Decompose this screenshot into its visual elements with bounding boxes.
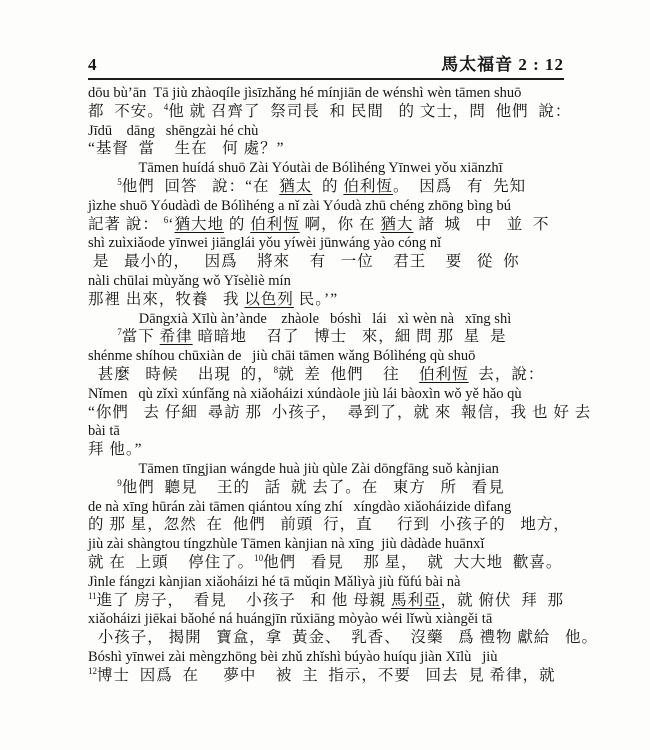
chinese-line	[88, 667, 588, 686]
page-number: 4	[88, 55, 97, 74]
text-segment: “你們 去 仔細 尋訪 那 小孩子， 尋到了，就 來 報信，我 也 好 去	[88, 403, 592, 421]
chinese-line	[88, 629, 599, 648]
text-segment: 小孩子， 揭開 寶盒，拿 黃金、 乳香、 沒藥 爲 禮物 獻給 他。	[88, 629, 599, 647]
text-segment: 當下	[121, 328, 160, 346]
pinyin-line	[88, 234, 588, 253]
text-segment: 博士 因爲 在 夢中 被 主 指示，不要 回去 見 希律，就	[97, 666, 556, 684]
text-segment: “基督 當 生在 何 處？”	[88, 140, 285, 158]
pinyin-line	[88, 535, 588, 554]
pinyin-line	[88, 122, 588, 141]
proper-noun: 以色列	[244, 290, 294, 308]
pinyin-line	[88, 460, 588, 479]
chinese-line	[88, 253, 588, 272]
text-segment: 都 不安。	[88, 102, 164, 120]
text-segment: 他 就 召齊了 祭司長 和 民間 的 文士，問 他們 說：	[168, 102, 572, 120]
pinyin-line	[88, 498, 588, 517]
text-segment: ，就 俯伏 拜 那	[440, 591, 564, 609]
text-segment: 啊，你 在	[299, 215, 381, 233]
pinyin-line	[88, 648, 588, 667]
text-segment: 。 因爲 有 先知	[392, 177, 527, 195]
text-segment: 諸 城 中 並 不	[413, 215, 550, 233]
verse-number: 11	[88, 590, 97, 601]
text-segment: de nà xīng hūrán zài tāmen qiántou xíng zhí xíngdào xiǎoháizide dìfang	[88, 498, 512, 515]
text-segment: 的 那 星，忽然 在 他們 前頭 行，直 行到 小孩子的 地方，	[88, 516, 570, 534]
verse-number: 5	[117, 176, 122, 187]
text-segment: 是 最小的， 因爲 將來 有 一位 君王 要 從 你	[88, 253, 520, 271]
verse-number: 8	[273, 364, 279, 375]
pinyin-line	[88, 385, 588, 404]
proper-noun: 伯利恆	[419, 365, 469, 383]
text-segment: Bóshì yīnwei zài mèngzhōng bèi zhǔ zhǐshì búyào huíqu jiàn Xīlù jiù	[88, 648, 498, 665]
pinyin-line	[88, 347, 588, 366]
pinyin-line	[88, 84, 588, 103]
text-segment: jiù zài shàngtou tíngzhùle Tāmen kànjian nà xīng jiù dàdàde huānxǐ	[88, 536, 485, 553]
verse-number: 6	[163, 214, 169, 225]
text-segment: Nǐmen qù zǐxì xúnfǎng nà xiǎoháizi xúndàole jiù lái bàoxìn wǒ yě hǎo qù	[88, 385, 522, 402]
text-segment: 去，說：	[468, 365, 545, 383]
chinese-line	[88, 291, 588, 310]
text-segment: 記著 說：	[88, 215, 164, 233]
text-segment: 拜 他。”	[88, 441, 143, 459]
text-segment: 民。’”	[293, 290, 339, 308]
pinyin-line	[88, 197, 588, 216]
proper-noun: 猶大	[380, 215, 414, 233]
text-segment: Tāmen huídá shuō Zài Yóutài de Bólìhéng Yīnwei yǒu xiānzhī	[88, 160, 503, 177]
text-segment: jìzhe shuō Yóudàdì de Bólìhéng a nǐ zài Yóudà zhū chéng zhōng bìng bú	[88, 197, 511, 214]
text-segment: 暗暗地 召了 博士 來，細 問 那 星 是	[192, 328, 507, 346]
text-segment: 那裡 出來，牧養 我	[88, 290, 245, 308]
chinese-line	[88, 103, 588, 122]
pinyin-line	[88, 310, 588, 329]
proper-noun: 伯利恆	[250, 215, 300, 233]
verse-number: 10	[254, 552, 264, 563]
text-segment: 進了 房子， 看見 小孩子 和 他 母親	[96, 591, 392, 609]
pinyin-line	[88, 422, 588, 441]
proper-noun: 猶大地	[174, 215, 224, 233]
proper-noun: 馬利亞	[391, 591, 441, 609]
text-segment: ‘	[168, 215, 175, 233]
chinese-line	[88, 516, 588, 535]
chinese-line	[88, 328, 588, 347]
text-segment: 他們 看見 那 星， 就 大大地 歡喜。	[263, 553, 563, 571]
verse-number: 7	[117, 327, 122, 338]
pinyin-line	[88, 159, 588, 178]
chinese-line	[88, 592, 588, 611]
verse-number: 4	[163, 101, 169, 112]
pinyin-line	[88, 610, 588, 629]
text-segment: 的	[312, 177, 344, 195]
text-segment: 甚麼 時候 出現 的，	[88, 365, 274, 383]
proper-noun: 希律	[159, 328, 193, 346]
text-segment: Dāngxià Xīlù àn’ànde zhàole bóshì lái xì wèn nà xīng shì	[88, 310, 512, 327]
chinese-line	[88, 554, 588, 573]
text-segment: 就 差 他們 往	[278, 365, 420, 383]
text-segment	[88, 479, 117, 496]
text-segment: 的	[223, 215, 251, 233]
pinyin-line	[88, 272, 588, 291]
proper-noun: 猶太	[279, 177, 313, 195]
text-segment: xiǎoháizi jiēkai bǎohé ná huángjīn rǔxiāng mòyào wéi lǐwù xiàngěi tā	[88, 611, 493, 628]
text-segment	[88, 178, 117, 195]
text-segment: 他們 聽見 王的 話 就 去了。在 東方 所 看見	[121, 478, 505, 496]
text-segment: shénme shíhou chūxiàn de jiù chāi tāmen wǎng Bólìhéng qù shuō	[88, 348, 476, 365]
chinese-line	[88, 403, 592, 423]
chinese-line	[88, 216, 588, 235]
text-segment: Jīdū dāng shēngzài hé chù	[88, 122, 259, 139]
chinese-line	[88, 366, 588, 385]
text-segment: 就 在 上頭 停住了。	[88, 553, 255, 571]
text-segment: bài tā	[88, 423, 120, 440]
text-segment: 他們 回答 說：“在	[121, 177, 280, 195]
chinese-line	[88, 441, 588, 460]
book-reference: 馬太福音 2 : 12	[441, 55, 564, 74]
verse-number: 9	[117, 477, 122, 488]
text-segment: Jìnle fángzi kànjian xiǎoháizi hé tā mǔqin Mǎlìyà jiù fǔfú bài nà	[88, 573, 461, 590]
chinese-line	[88, 479, 588, 498]
text-segment	[88, 328, 117, 345]
proper-noun: 伯利恆	[343, 177, 393, 195]
text-segment: shì zuìxiǎode yīnwei jiānglái yǒu yíwèi jūnwáng yào cóng nǐ	[88, 235, 442, 252]
chinese-line	[88, 178, 588, 197]
verse-number: 12	[88, 665, 97, 676]
pinyin-line	[88, 573, 588, 592]
text-segment: dōu bù’ān Tā jiù zhàoqíle jìsīzhǎng hé mínjiān de wénshì wèn tāmen shuō	[88, 85, 522, 101]
text-segment: Tāmen tīngjian wángde huà jiù qùle Zài dōngfāng suǒ kànjian	[88, 460, 499, 477]
text-segment: nàli chūlai mùyǎng wǒ Yǐsèliè mín	[88, 272, 291, 289]
text-body	[88, 84, 599, 686]
page-header	[88, 50, 564, 80]
chinese-line	[88, 140, 588, 159]
